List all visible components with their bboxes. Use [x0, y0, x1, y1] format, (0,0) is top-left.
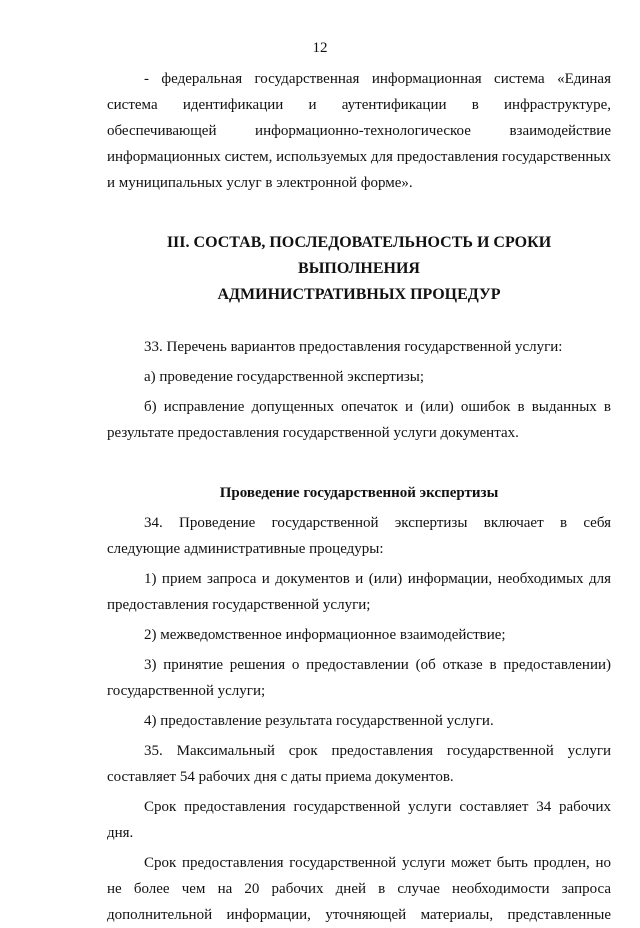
- subheading: Проведение государственной экспертизы: [219, 485, 499, 501]
- paragraph-35-extend: Срок предоставления государственной услуги может быть продлен, но не более чем на 20 рабочих дней в случае необходимости запроса дополнительной информации, уточняющей материалы, представленные: [107, 855, 611, 923]
- section-heading-line2: АДМИНИСТРАТИВНЫХ ПРОЦЕДУР: [217, 286, 501, 303]
- page-number: 12: [312, 40, 328, 56]
- paragraph-33-a: а) проведение государственной экспертизы;: [144, 369, 425, 385]
- paragraph-34-1: 1) прием запроса и документов и (или) информации, необходимых для предоставления государственной услуги;: [107, 571, 611, 613]
- paragraph-34-4: 4) предоставление результата государственной услуги.: [144, 713, 494, 729]
- section-heading: [107, 230, 611, 308]
- paragraph-35-term: Срок предоставления государственной услуги составляет 34 рабочих дня.: [107, 799, 611, 841]
- paragraph-35: 35. Максимальный срок предоставления государственной услуги составляет 54 рабочих дня с даты приема документов.: [107, 743, 611, 785]
- paragraph-34-2: 2) межведомственное информационное взаимодействие;: [144, 627, 506, 643]
- paragraph-33: 33. Перечень вариантов предоставления государственной услуги:: [144, 339, 563, 355]
- intro-paragraph: - федеральная государственная информационная система «Единая система идентификации и аутентификации в инфраструктуре, обеспечивающей информационно-технологическое взаимодействие информационных систем, используемых для предоставления государственных и муниципальных услуг в электронной форме».: [107, 71, 611, 191]
- paragraph-34-3: 3) принятие решения о предоставлении (об отказе в предоставлении) государственной услуги;: [107, 657, 611, 699]
- document-body: [107, 66, 611, 928]
- paragraph-34: 34. Проведение государственной экспертизы включает в себя следующие административные процедуры:: [107, 515, 611, 557]
- section-heading-line1: III. СОСТАВ, ПОСЛЕДОВАТЕЛЬНОСТЬ И СРОКИ ВЫПОЛНЕНИЯ: [166, 234, 552, 277]
- paragraph-33-b: б) исправление допущенных опечаток и (или) ошибок в выданных в результате предоставления государственной услуги документах.: [107, 399, 611, 441]
